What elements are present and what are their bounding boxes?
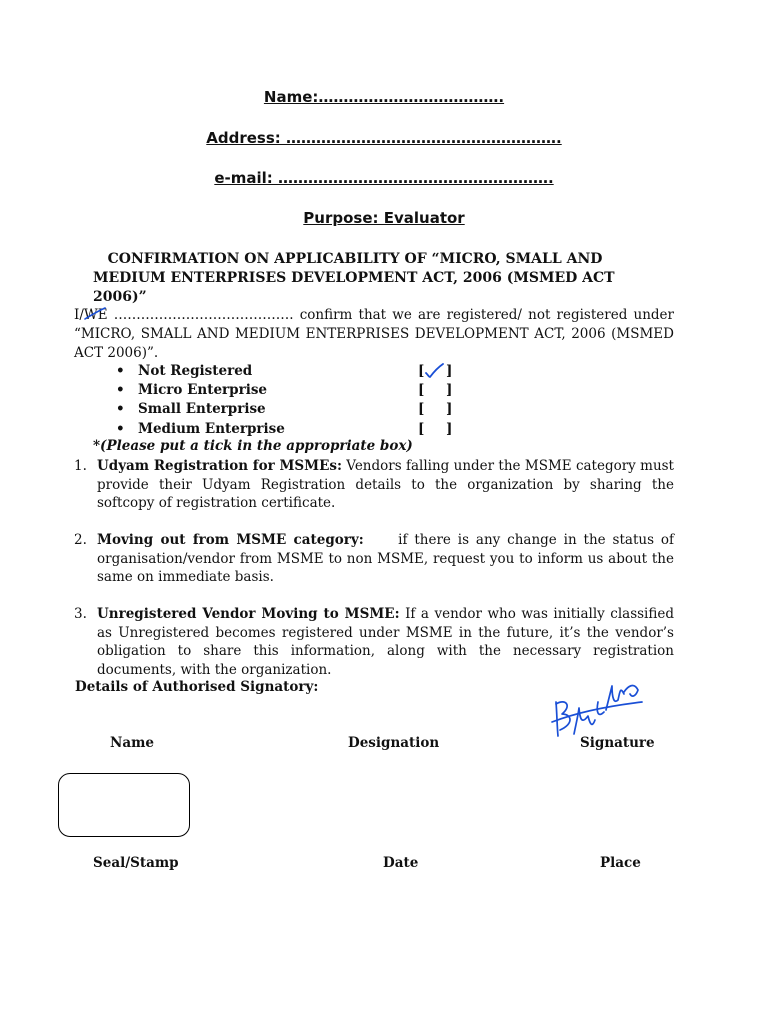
tick-instruction-note: *(Please put a tick in the appropriate box) <box>93 438 413 454</box>
box-open: [ <box>418 401 425 417</box>
confirmation-we-text: WE <box>83 307 108 323</box>
option-label: Medium Enterprise <box>138 421 285 437</box>
seal-stamp-label: Seal/Stamp <box>93 855 179 871</box>
designation-label: Designation <box>348 735 440 751</box>
point-body: if there is any change in the status of organisation/vendor from MSME to non MSME, request you to inform us about the same on immediate basis. <box>97 532 679 585</box>
confirmation-i: I/ <box>74 307 84 323</box>
confirmation-paragraph <box>74 306 674 363</box>
option-medium-enterprise <box>116 420 285 439</box>
point-heading: Unregistered Vendor Moving to MSME: <box>97 606 400 622</box>
point-moving-out <box>74 531 679 587</box>
option-label: Micro Enterprise <box>138 382 268 398</box>
bullet-icon: • <box>116 363 125 379</box>
box-close: ] <box>446 421 453 437</box>
point-unregistered-vendor <box>74 605 674 679</box>
bullet-icon: • <box>116 401 125 417</box>
point-text <box>97 457 674 513</box>
box-close: ] <box>446 363 453 379</box>
box-open: [ <box>418 363 425 379</box>
signatory-heading: Details of Authorised Signatory: <box>75 679 319 695</box>
box-open: [ <box>418 421 425 437</box>
point-body: If a vendor who was initially classified as Unregistered becomes registered under MSME in the future, it’s the vendor’s obligation to share this information, along with the necessary registration documents, with the organization. <box>97 606 674 678</box>
bullet-icon: • <box>116 421 125 437</box>
signature-label: Signature <box>580 735 655 751</box>
box-close: ] <box>446 401 453 417</box>
option-not-registered <box>116 362 252 381</box>
point-text <box>97 605 674 679</box>
point-heading: Moving out from MSME category: <box>97 532 364 548</box>
option-label: Not Registered <box>138 363 253 379</box>
name-line: Name:………………………………. <box>263 88 505 106</box>
point-body: Vendors falling under the MSME category must provide their Udyam Registration details to the organization by sharing the softcopy of registration certificate. <box>97 458 674 511</box>
address-line: Address: ………………………………………………. <box>206 129 562 147</box>
bullet-icon: • <box>116 382 125 398</box>
option-label: Small Enterprise <box>138 401 266 417</box>
document-title <box>93 250 673 307</box>
date-label: Date <box>383 855 419 871</box>
point-number: 2. <box>74 532 87 548</box>
box-close: ] <box>446 382 453 398</box>
point-heading: Udyam Registration for MSMEs: <box>97 458 342 474</box>
checkmark-icon <box>424 362 444 380</box>
confirmation-we <box>84 306 108 325</box>
handwritten-signature <box>548 672 646 744</box>
seal-stamp-box <box>58 773 190 837</box>
confirmation-rest: …………………………………. confirm that we are registered/ not registered under “MICRO, SMALL AND MEDIUM ENTERPRISES DEVELOPMENT ACT, 2006 (MSMED ACT 2006)”. <box>74 307 674 361</box>
option-micro-enterprise <box>116 381 267 400</box>
place-label: Place <box>600 855 641 871</box>
purpose-line: Purpose: Evaluator <box>303 209 465 227</box>
point-udyam-registration <box>74 457 674 513</box>
option-small-enterprise <box>116 400 266 419</box>
email-line: e-mail: ………………………………………………. <box>214 169 554 187</box>
name-label: Name <box>110 735 154 751</box>
point-text <box>97 531 679 587</box>
point-number: 3. <box>74 606 87 622</box>
box-open: [ <box>418 382 425 398</box>
point-number: 1. <box>74 458 87 474</box>
document-title-text: CONFIRMATION ON APPLICABILITY OF “MICRO, SMALL AND MEDIUM ENTERPRISES DEVELOPMENT ACT, 2006 (MSMED ACT 2006)” <box>93 251 615 305</box>
